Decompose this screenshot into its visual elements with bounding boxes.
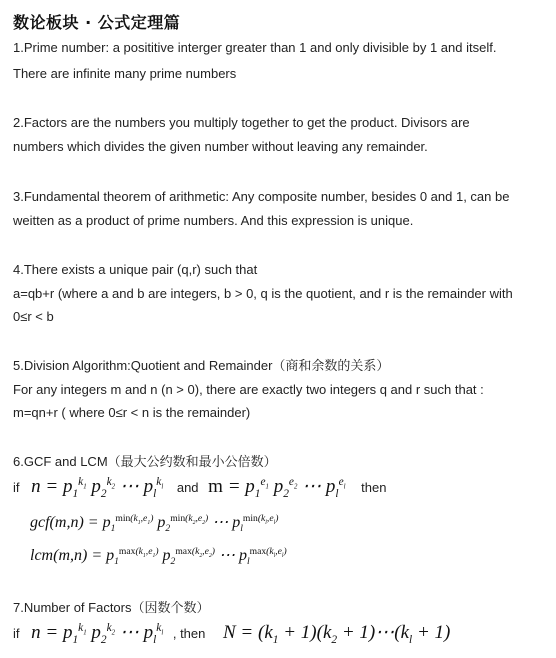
gcf-formula: $gcf(m,n) = p_1^{min(k_1,e_1)}$ $p_2^{min(k_2,e_2)}$ ⋯ $p_l^{min(k_l,e_l)}$ [30,512,279,535]
gcf-lcm-if-line [13,474,386,501]
number-of-factors-line [13,620,450,647]
n-factorization-formula: $n = p_1^{k_1}$ $p_2^{k_2}$ ⋯ $p_l^{k_l}$ [31,621,164,646]
division-algorithm-line-2: For any integers m and n (n > 0), there are exactly two integers q and r such that : [13,382,484,397]
if-word: if [13,480,20,495]
n-factorization-formula: $n = p_1^{k_1}$ $p_2^{k_2}$ ⋯ $p_l^{k_l}$ [31,475,164,500]
fundamental-theorem-line-2: weitten as a product of prime numbers. And this expression is unique. [13,213,414,228]
if-word: if [13,626,20,641]
prime-number-line-2: There are infinite many prime numbers [13,66,237,81]
factors-line-1: 2.Factors are the numbers you multiply together to get the product. Divisors are [13,115,470,130]
m-factorization-formula: $m = p_1^{e_1}$ $p_2^{e_2}$ ⋯ $p_l^{e_l}$ [208,475,346,500]
number-of-factors-heading: 7.Number of Factors（因数个数） [13,600,210,615]
then-word: , then [172,626,206,641]
then-word: then [361,480,387,495]
unique-pair-line-3: 0≤r < b [13,309,54,324]
fundamental-theorem-line-1: 3.Fundamental theorem of arithmetic: Any composite number, besides 0 and 1, can be [13,189,510,204]
division-algorithm-heading: 5.Division Algorithm:Quotient and Remainder（商和余数的关系） [13,358,390,373]
division-algorithm-line-3: m=qn+r ( where 0≤r < n is the remainder) [13,405,251,420]
gcf-lcm-heading: 6.GCF and LCM（最大公约数和最小公倍数） [13,454,277,469]
prime-number-line-1: 1.Prime number: a posititive interger greater than 1 and only divisible by 1 and itself. [13,40,497,55]
page-title: 数论板块 · 公式定理篇 [13,13,181,32]
and-word: and [176,480,199,495]
factors-line-2: numbers which divides the given number without leaving any remainder. [13,139,428,154]
unique-pair-line-1: 4.There exists a unique pair (q,r) such that [13,262,258,277]
factor-count-formula: $N = (k_1 + 1)(k_2$ + $1)\cdots(k_l + 1)$ [223,622,451,646]
unique-pair-line-2: a=qb+r (where a and b are integers, b > 0, q is the quotient, and r is the remainder with [13,286,513,301]
lcm-formula: $lcm(m,n) = p_1^{max(k_1,e_1)}$ $p_2^{max(k_2,e_2)}$ ⋯ $p_l^{max(k_l,e_l)}$ [30,545,287,568]
